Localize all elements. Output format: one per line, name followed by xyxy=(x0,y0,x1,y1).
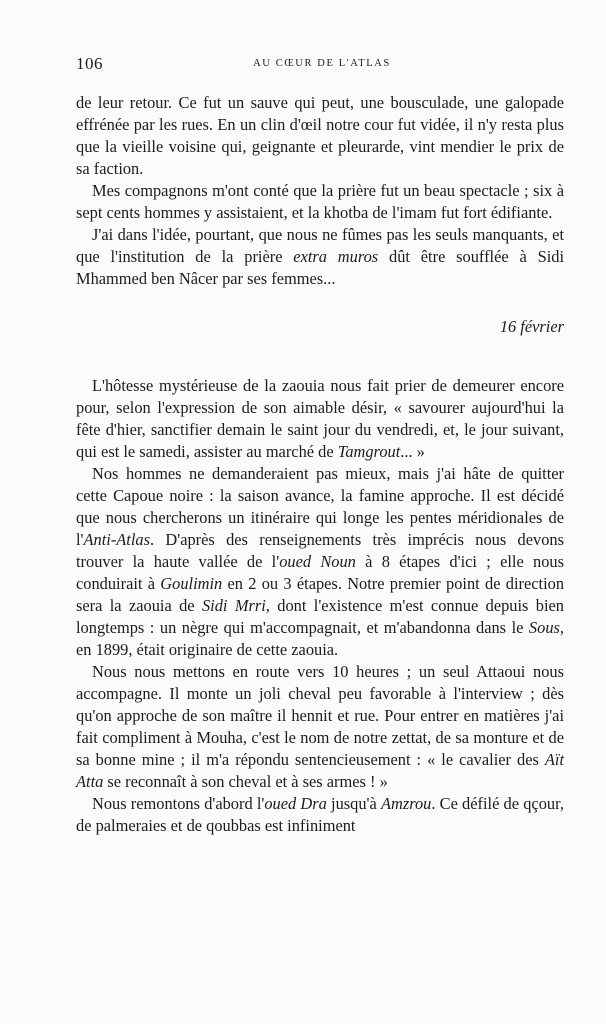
text-run: J'ai dans l'idée, pourtant, que nous ne fûmes pas les seuls manquants, et que l'institution de la prière xyxy=(76,225,564,266)
text-run: L'hôtesse mystérieuse de la zaouia nous fait prier de demeurer encore pour, selon l'expression de son aimable désir, « savourer aujourd'hui la fête d'hier, sanctifier demain le saint jour du vendredi, et, le jour suivant, qui est le samedi, assister au marché de xyxy=(76,376,564,461)
italic-term: oued Dra xyxy=(264,794,327,813)
text-run: Nos hommes ne demanderaient pas mieux, mais j'ai hâte de quitter cette Capoue noire : la saison avance, la famine approche. Il est décidé que nous chercherons un itinéraire qui longe les pentes méridionales de l' xyxy=(76,464,564,549)
text-run: en 2 ou 3 étapes. Notre premier point de direction sera la zaouia de xyxy=(76,574,565,615)
paragraph xyxy=(76,180,564,224)
italic-term: Sidi Mrri xyxy=(201,596,266,615)
text-run: . D'après des renseignements très imprécis nous devons trouver la haute vallée de l' xyxy=(76,530,564,571)
body-text xyxy=(76,92,564,837)
text-run: , en 1899, était originaire de cette zaouia. xyxy=(76,618,564,659)
running-head: AU CŒUR DE L'ATLAS xyxy=(253,58,391,69)
paragraph xyxy=(76,224,564,290)
paragraph xyxy=(76,92,564,180)
italic-term: Amzrou xyxy=(380,794,432,813)
italic-term: Aït Atta xyxy=(76,750,564,791)
text-run: , dont l'existence m'est connue depuis bien longtemps : un nègre qui m'accompagnait, et m'abandonna dans le xyxy=(76,596,565,637)
text-run: . Ce défilé de qçour, de palmeraies et de qoubbas est infiniment xyxy=(76,794,564,835)
italic-term: Goulimin xyxy=(160,574,223,593)
text-run: jusqu'à xyxy=(326,794,381,813)
paragraph xyxy=(76,375,564,463)
page-header xyxy=(76,54,568,76)
italic-term: Anti-Atlas xyxy=(83,530,150,549)
text-run: se reconnaît à son cheval et à ses armes ! » xyxy=(103,772,388,791)
paragraph xyxy=(76,793,564,837)
italic-term: Tamgrout xyxy=(337,442,401,461)
text-run: à 8 étapes d'ici ; elle nous conduirait à xyxy=(76,552,564,593)
text-run: Nous nous mettons en route vers 10 heures ; un seul Attaoui nous accompagne. Il monte un joli cheval peu favorable à l'interview ; dès qu'on approche de son maître il hennit et rue. Pour entrer en matières j'ai fait compliment à Mouha, c'est le nom de notre zettat, de sa monture et de sa bonne mine ; il m'a répondu sentencieusement : « le cavalier des xyxy=(76,662,564,769)
paragraph xyxy=(76,661,564,793)
page-number: 106 xyxy=(76,54,103,73)
text-run: Mes compagnons m'ont conté que la prière fut un beau spectacle ; six à sept cents hommes y assistaient, et la khotba de l'imam fut fort édifiante. xyxy=(76,181,564,222)
text-run: Nous remontons d'abord l' xyxy=(92,794,265,813)
date-heading: 16 février xyxy=(499,317,564,336)
italic-term: Sous xyxy=(528,618,560,637)
italic-term: extra muros xyxy=(293,247,379,266)
paragraph xyxy=(76,463,564,661)
text-run: de leur retour. Ce fut un sauve qui peut, une bousculade, une galopade effrénée par les rues. En un clin d'œil notre cour fut vidée, il n'y resta plus que la vieille voisine qui, geignante et pleurarde, vint mendier le prix de sa faction. xyxy=(76,93,564,178)
text-run: ... » xyxy=(400,442,425,461)
text-run: dût être soufflée à Sidi Mhammed ben Nâcer par ses femmes... xyxy=(76,247,564,288)
italic-term: oued Noun xyxy=(279,552,356,571)
